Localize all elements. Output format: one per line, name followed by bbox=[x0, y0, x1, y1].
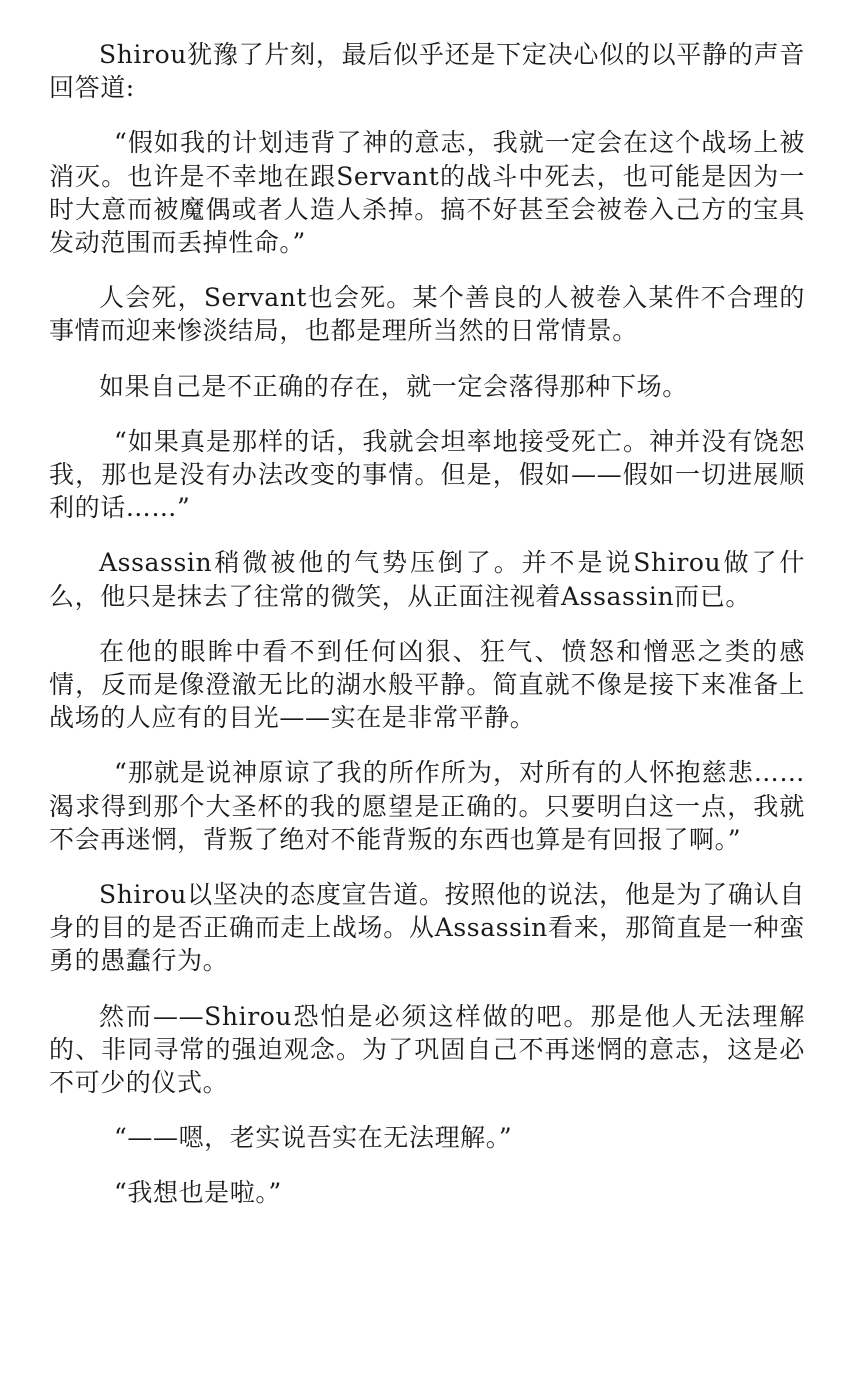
paragraph-4: 如果自己是不正确的存在，就一定会落得那种下场。 bbox=[99, 371, 688, 401]
paragraph-3: 人会死，Servant也会死。某个善良的人被卷入某件不合理的事情而迎来惨淡结局，也都是理所当然的日常情景。 bbox=[49, 283, 805, 346]
paragraph-1: Shirou犹豫了片刻，最后似乎还是下定决心似的以平静的声音回答道: bbox=[49, 40, 805, 103]
paragraph-12: “我想也是啦。” bbox=[114, 1178, 282, 1208]
paragraph-8: “那就是说神原谅了我的所作所为，对所有的人怀抱慈悲……渴求得到那个大圣杯的我的愿望是正确的。只要明白这一点，我就不会再迷惘，背叛了绝对不能背叛的东西也算是有回报了啊。” bbox=[49, 758, 805, 854]
paragraph-6: Assassin稍微被他的气势压倒了。并不是说Shirou做了什么，他只是抹去了往常的微笑，从正面注视着Assassin而已。 bbox=[49, 548, 805, 611]
paragraph-5: “如果真是那样的话，我就会坦率地接受死亡。神并没有饶恕我，那也是没有办法改变的事情。但是，假如——假如一切进展顺利的话……” bbox=[49, 426, 805, 523]
paragraph-9: Shirou以坚决的态度宣告道。按照他的说法，他是为了确认自身的目的是否正确而走上战场。从Assassin看来，那简直是一种蛮勇的愚蠢行为。 bbox=[49, 880, 805, 976]
paragraph-2: “假如我的计划违背了神的意志，我就一定会在这个战场上被消灭。也许是不幸地在跟Servant的战斗中死去，也可能是因为一时大意而被魔偶或者人造人杀掉。搞不好甚至会被卷入己方的宝具发动范围而丢掉性命。” bbox=[49, 128, 805, 258]
paragraph-10: 然而——Shirou恐怕是必须这样做的吧。那是他人无法理解的、非同寻常的强迫观念。为了巩固自己不再迷惘的意志，这是必不可少的仪式。 bbox=[49, 1001, 805, 1098]
paragraph-11: “——嗯，老实说吾实在无法理解。” bbox=[114, 1123, 513, 1153]
document-page bbox=[49, 38, 805, 1232]
paragraph-7: 在他的眼眸中看不到任何凶狠、狂气、愤怒和憎恶之类的感情，反而是像澄澈无比的湖水般平静。简直就不像是接下来准备上战场的人应有的目光——实在是非常平静。 bbox=[49, 636, 805, 733]
